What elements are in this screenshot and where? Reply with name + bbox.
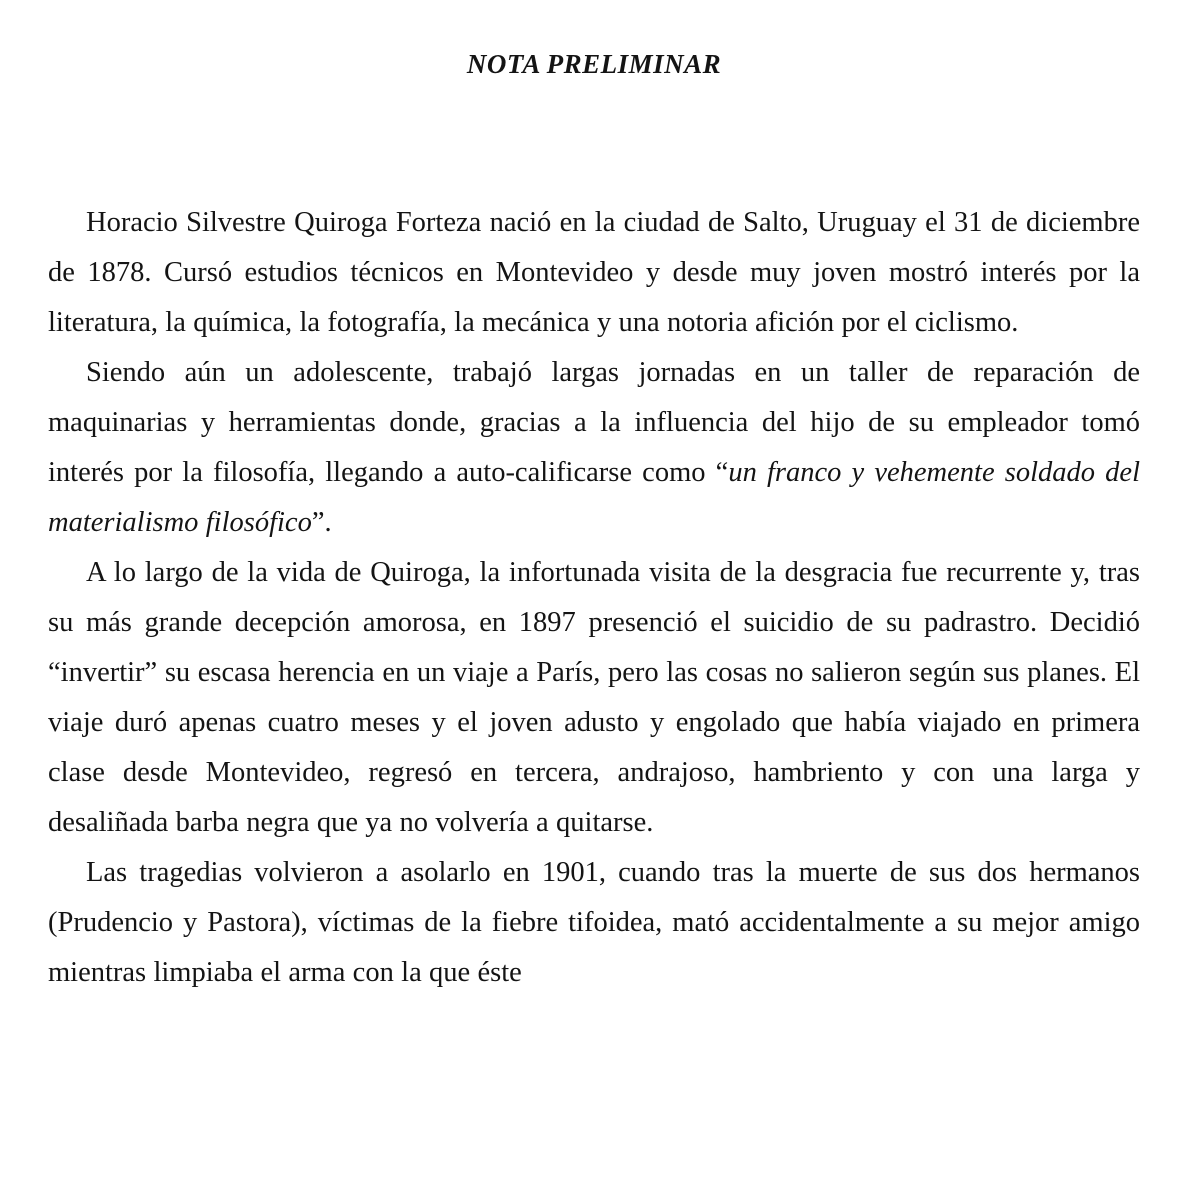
document-body [48,198,1140,998]
paragraph-3-run-1: A lo largo de la vida de Quiroga, la infortunada visita de la desgracia fue recurrente y, tras su más grande decepción amorosa, en 1897 presenció el suicidio de su padrastro. Decidió “invertir” su escasa herencia en un viaje a París, pero las cosas no salieron según sus planes. El viaje duró apenas cuatro meses y el joven adusto y engolado que había viajado en primera clase desde Montevideo, regresó en tercera, andrajoso, hambriento y con una larga y desaliñada barba negra que ya no volvería a quitarse. [48,557,1140,839]
paragraph-1 [48,198,1140,348]
paragraph-2-run-3: ”. [311,507,332,539]
paragraph-2-quote: un franco y vehemente soldado del materialismo filosófico [48,457,1140,539]
paragraph-2 [48,348,1140,548]
page-title: NOTA PRELIMINAR [466,49,722,79]
paragraph-2-run-1: Siendo aún un adolescente, trabajó largas jornadas en un taller de reparación de maquinarias y herramientas donde, gracias a la influencia del hijo de su empleador tomó interés por la filosofía, llegando a auto-calificarse como “ [48,357,1140,489]
paragraph-4-run-1: Las tragedias volvieron a asolarlo en 1901, cuando tras la muerte de sus dos hermanos (Prudencio y Pastora), víctimas de la fiebre tifoidea, mató accidentalmente a su mejor amigo mientras limpiaba el arma con la que éste [48,857,1140,989]
paragraph-3 [48,548,1140,848]
paragraph-4 [48,848,1140,998]
paragraph-1-run-1: Horacio Silvestre Quiroga Forteza nació en la ciudad de Salto, Uruguay el 31 de diciembre de 1878. Cursó estudios técnicos en Montevideo y desde muy joven mostró interés por la literatura, la química, la fotografía, la mecánica y una notoria afición por el ciclismo. [48,207,1140,339]
